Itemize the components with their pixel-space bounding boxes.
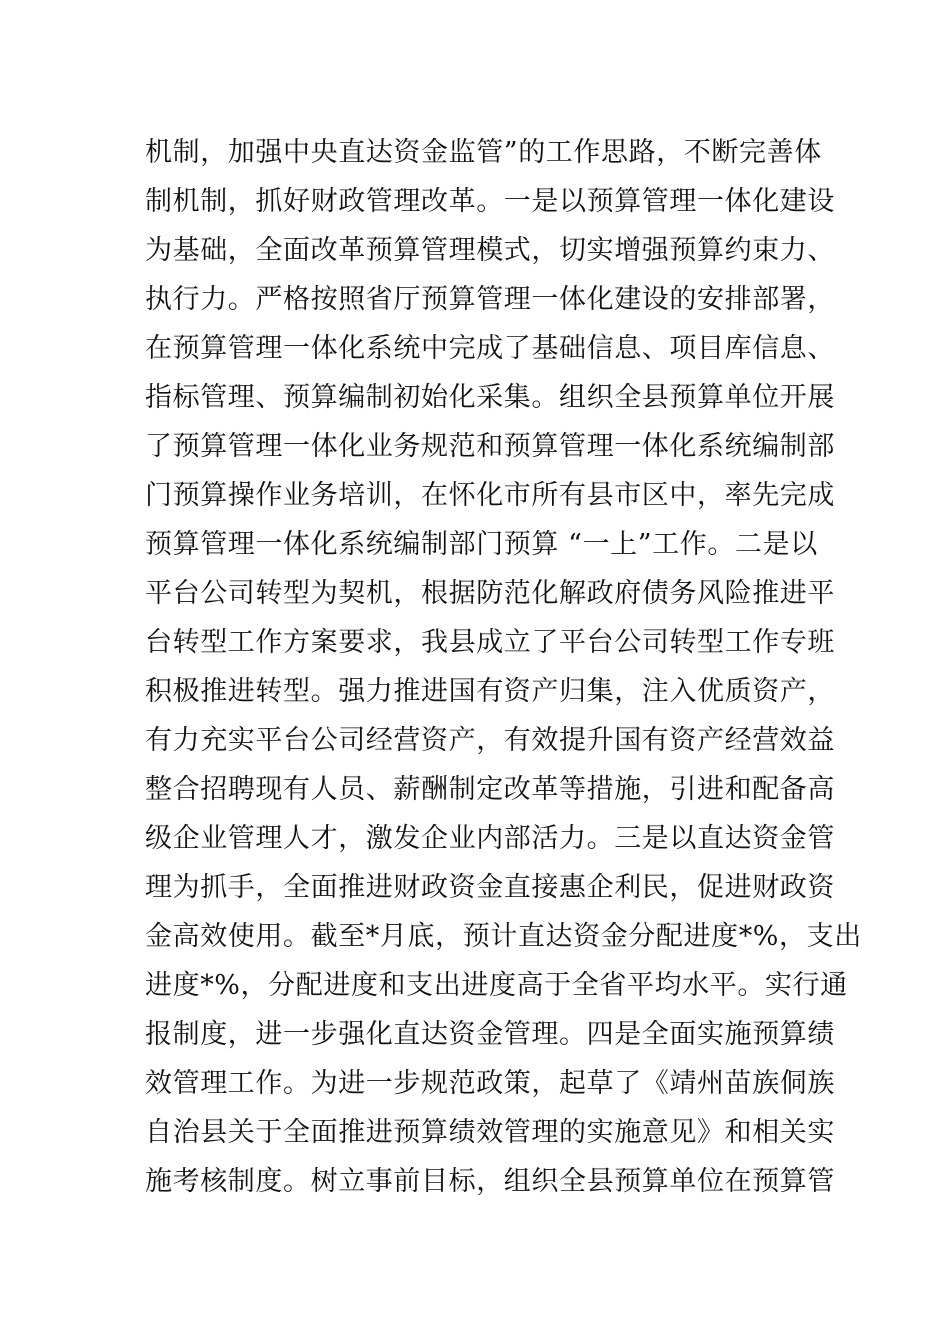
text-line: 效管理工作。为进一步规范政策，起草了《靖州苗族侗族 <box>145 1068 835 1099</box>
text-line: 金高效使用。截至*月底，预计直达资金分配进度*%，支出 <box>145 921 862 952</box>
text-line: 进度*%，分配进度和支出进度高于全省平均水平。实行通 <box>145 970 848 1001</box>
text-line: 指标管理、预算编制初始化采集。组织全县预算单位开展 <box>145 382 835 413</box>
text-line: 级企业管理人才，激发企业内部活力。三是以直达资金管 <box>145 823 835 854</box>
text-line: 为基础，全面改革预算管理模式，切实增强预算约束力、 <box>145 235 835 266</box>
text-line: 预算管理一体化系统编制部门预算 “一上”工作。二是以 <box>145 529 818 560</box>
text-line: 施考核制度。树立事前目标，组织全县预算单位在预算管 <box>145 1166 835 1197</box>
text-line: 自治县关于全面推进预算绩效管理的实施意见》和相关实 <box>145 1117 835 1148</box>
text-line: 平台公司转型为契机，根据防范化解政府债务风险推进平 <box>145 578 835 609</box>
text-line: 积极推进转型。强力推进国有资产归集，注入优质资产， <box>145 676 835 707</box>
text-line: 台转型工作方案要求，我县成立了平台公司转型工作专班 <box>145 627 835 658</box>
text-line: 整合招聘现有人员、薪酬制定改革等措施，引进和配备高 <box>145 774 835 805</box>
text-line: 门预算操作业务培训，在怀化市所有县市区中，率先完成 <box>145 480 835 511</box>
text-line: 理为抓手，全面推进财政资金直接惠企利民，促进财政资 <box>145 872 835 903</box>
text-line: 报制度，进一步强化直达资金管理。四是全面实施预算绩 <box>145 1019 835 1050</box>
text-line: 机制，加强中央直达资金监管”的工作思路，不断完善体 <box>145 137 822 168</box>
text-line: 有力充实平台公司经营资产，有效提升国有资产经营效益 <box>145 725 835 756</box>
text-line: 在预算管理一体化系统中完成了基础信息、项目库信息、 <box>145 333 835 364</box>
text-line: 了预算管理一体化业务规范和预算管理一体化系统编制部 <box>145 431 835 462</box>
body-paragraph <box>145 128 862 1206</box>
text-line: 制机制，抓好财政管理改革。一是以预算管理一体化建设 <box>145 186 835 217</box>
text-line: 执行力。严格按照省厅预算管理一体化建设的安排部署， <box>145 284 835 315</box>
